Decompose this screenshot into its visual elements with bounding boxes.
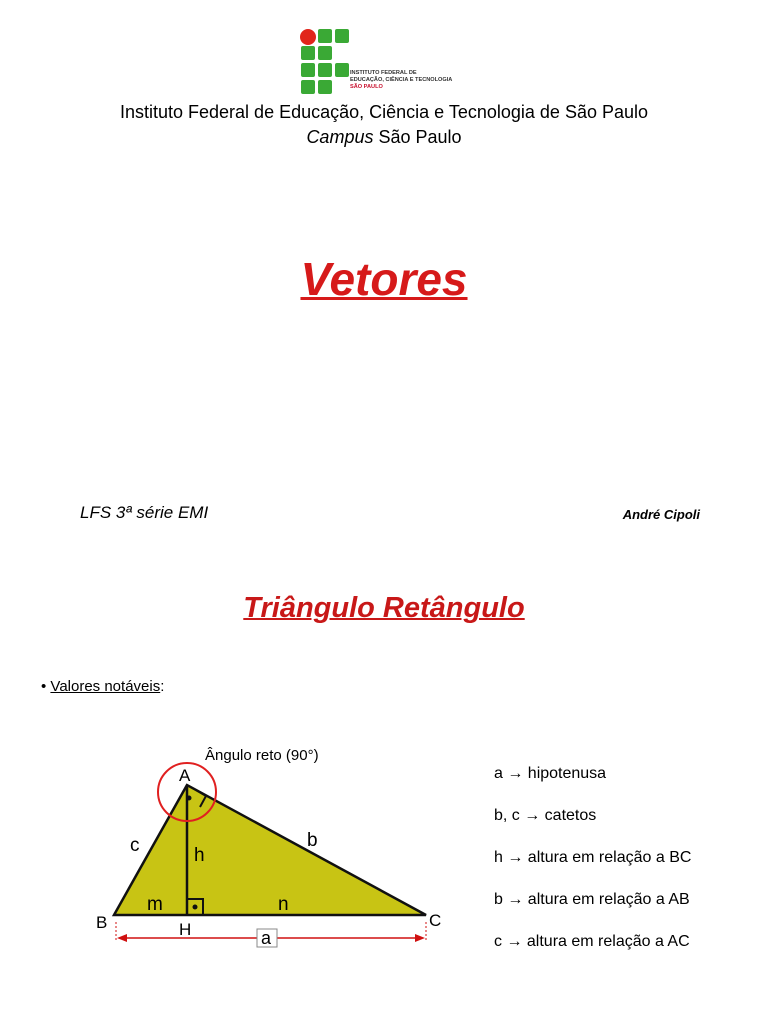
bullet-label: Valores notáveis (50, 678, 161, 695)
logo-text-line-1: INSTITUTO FEDERAL DE (350, 70, 417, 76)
definitions-list (494, 763, 691, 973)
vertex-c-label: C (429, 911, 442, 930)
side-b-label: b (307, 830, 318, 851)
height-h-label: h (194, 845, 205, 866)
page-title: Vetores (300, 253, 468, 305)
logo-square (318, 29, 332, 43)
logo-square (335, 63, 349, 77)
definition-item: b → altura em relação a AB (494, 891, 690, 908)
right-triangle-diagram (90, 735, 450, 965)
campus-label: Campus (306, 127, 374, 147)
bullet-symbol: • (41, 678, 51, 695)
ifsp-logo-graphic (298, 26, 468, 96)
logo-red-dot (300, 29, 316, 45)
side-c-label: c (130, 835, 140, 856)
definition-item: a → hipotenusa (494, 765, 607, 782)
institution-name: Instituto Federal de Educação, Ciência e Tecnologia de São Paulo (119, 102, 649, 122)
bullet-suffix: : (160, 678, 165, 695)
logo-text-line-2: EDUCAÇÃO, CIÊNCIA E TECNOLOGIA (350, 77, 453, 83)
author-name: André Cipoli (622, 507, 700, 522)
vertex-a-label: A (179, 766, 191, 785)
side-a-label: a (261, 928, 272, 948)
logo-square (335, 29, 349, 43)
measure-arrow-right (415, 934, 425, 942)
definition-item: b, c → catetos (494, 807, 597, 824)
segment-n-label: n (278, 894, 289, 915)
course-label: LFS 3ª série EMI (80, 503, 209, 522)
definition-item: h → altura em relação a BC (494, 849, 692, 866)
section-title: Triângulo Retângulo (243, 592, 525, 624)
logo-text-line-3: SÃO PAULO (350, 84, 383, 90)
campus-line (0, 127, 768, 148)
right-angle-caption: Ângulo reto (90°) (205, 747, 319, 764)
triangle-svg (90, 735, 450, 960)
foot-right-angle-dot (193, 905, 198, 910)
campus-name: São Paulo (373, 127, 462, 147)
segment-m-label: m (147, 894, 163, 915)
logo-square (318, 80, 332, 94)
logo-square (301, 80, 315, 94)
definition-item: c → altura em relação a AC (494, 933, 690, 950)
vertex-h-label: H (179, 920, 192, 939)
ifsp-logo (298, 26, 468, 101)
apex-right-angle-dot (187, 796, 192, 801)
vertex-b-label: B (96, 913, 108, 932)
measure-arrow-left (117, 934, 127, 942)
bullet-item (41, 678, 164, 695)
logo-square (301, 46, 315, 60)
logo-square (318, 63, 332, 77)
logo-square (318, 46, 332, 60)
logo-square (301, 63, 315, 77)
